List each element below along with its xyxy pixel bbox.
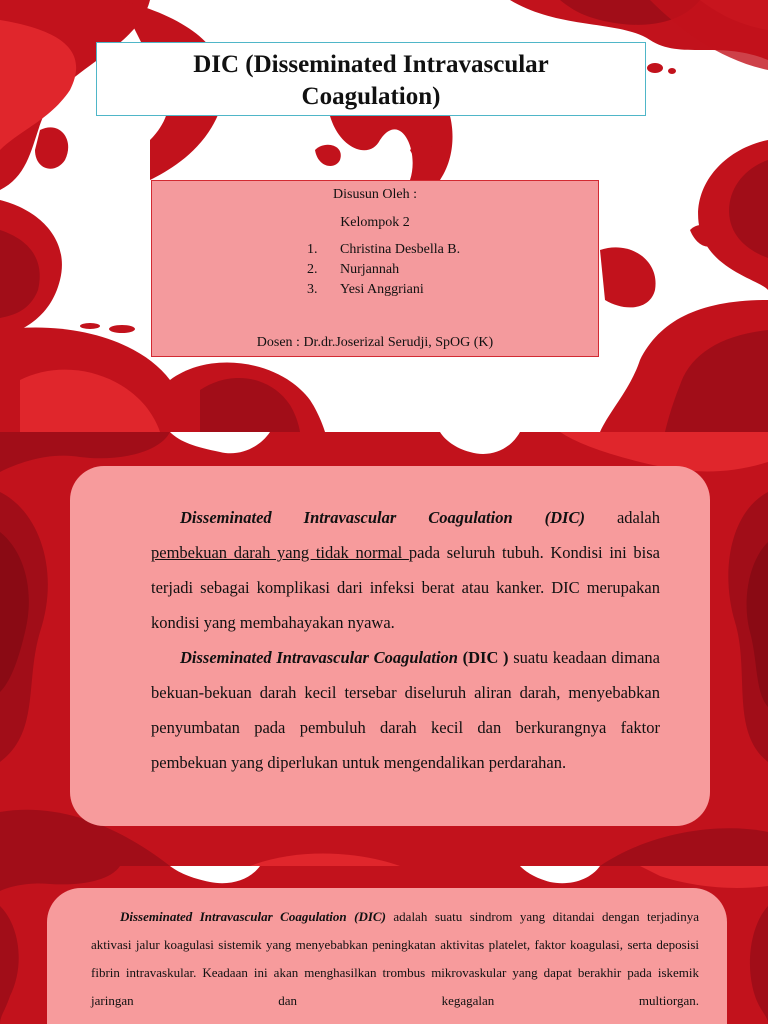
member-number: 3. xyxy=(307,282,318,297)
definition-card xyxy=(70,466,710,826)
syndrome-card xyxy=(47,888,727,1024)
syndrome-text: adalah suatu sindrom yang ditandai dengan terjadinya aktivasi jalur koagulasi sistemik yang menyebabkan peningkatan aktivitas platelet, faktor koagulasi, serta deposisi fibrin intravaskular. Keadaan ini akan menghasilkan trombus mikrovaskular yang dapat berakhir pada iskemik jaringan dan kegagalan multiorgan. xyxy=(91,909,699,1008)
term-dic: Disseminated Intravascular Coagulation xyxy=(180,648,458,667)
member-name: Nurjannah xyxy=(340,262,400,277)
title-line-2: Coagulation) xyxy=(301,83,441,110)
definition-paragraph-2 xyxy=(151,640,660,780)
lecturer-label: Dosen : Dr.dr.Joserizal Serudji, SpOG (K) xyxy=(256,335,494,350)
member-number: 1. xyxy=(307,242,318,257)
member-number: 2. xyxy=(307,262,318,277)
definition-text: adalah xyxy=(584,508,660,527)
member-name: Yesi Anggriani xyxy=(340,282,424,297)
title-slide xyxy=(0,0,768,432)
member-item xyxy=(307,262,399,278)
definition-text: pada seluruh tubuh. Kondisi ini bisa terjadi sebagai komplikasi dari infeksi berat atau kanker. DIC merupakan kondisi yang membahayakan nyawa. xyxy=(151,543,660,632)
compiled-by-label: Disusun Oleh : xyxy=(333,187,417,202)
definition-text: suatu keadaan dimana bekuan-bekuan darah kecil tersebar diseluruh aliran darah, menyebabkan penyumbatan pada pembuluh darah kecil dan berkurangnya faktor pembekuan yang diperlukan untuk mengendalikan perdarahan. xyxy=(151,648,660,772)
definition-paragraph-1-body xyxy=(151,535,660,640)
title-box xyxy=(96,42,646,116)
syndrome-slide xyxy=(0,866,768,1024)
syndrome-paragraph xyxy=(91,903,699,1015)
member-item xyxy=(307,282,424,298)
underlined-phrase: pembekuan darah yang tidak normal xyxy=(151,543,409,562)
member-item xyxy=(307,242,460,258)
author-info-box xyxy=(151,180,599,357)
member-name: Christina Desbella B. xyxy=(340,242,461,257)
abbr-dic: (DIC ) xyxy=(462,648,509,667)
title-line-1: DIC (Disseminated Intravascular xyxy=(193,51,549,78)
term-dic: Disseminated Intravascular Coagulation (DIC) xyxy=(180,508,585,527)
definition-slide xyxy=(0,432,768,866)
definition-paragraph-1 xyxy=(151,500,660,535)
group-label: Kelompok 2 xyxy=(340,215,410,230)
term-dic: Disseminated Intravascular Coagulation (DIC) xyxy=(120,909,386,924)
